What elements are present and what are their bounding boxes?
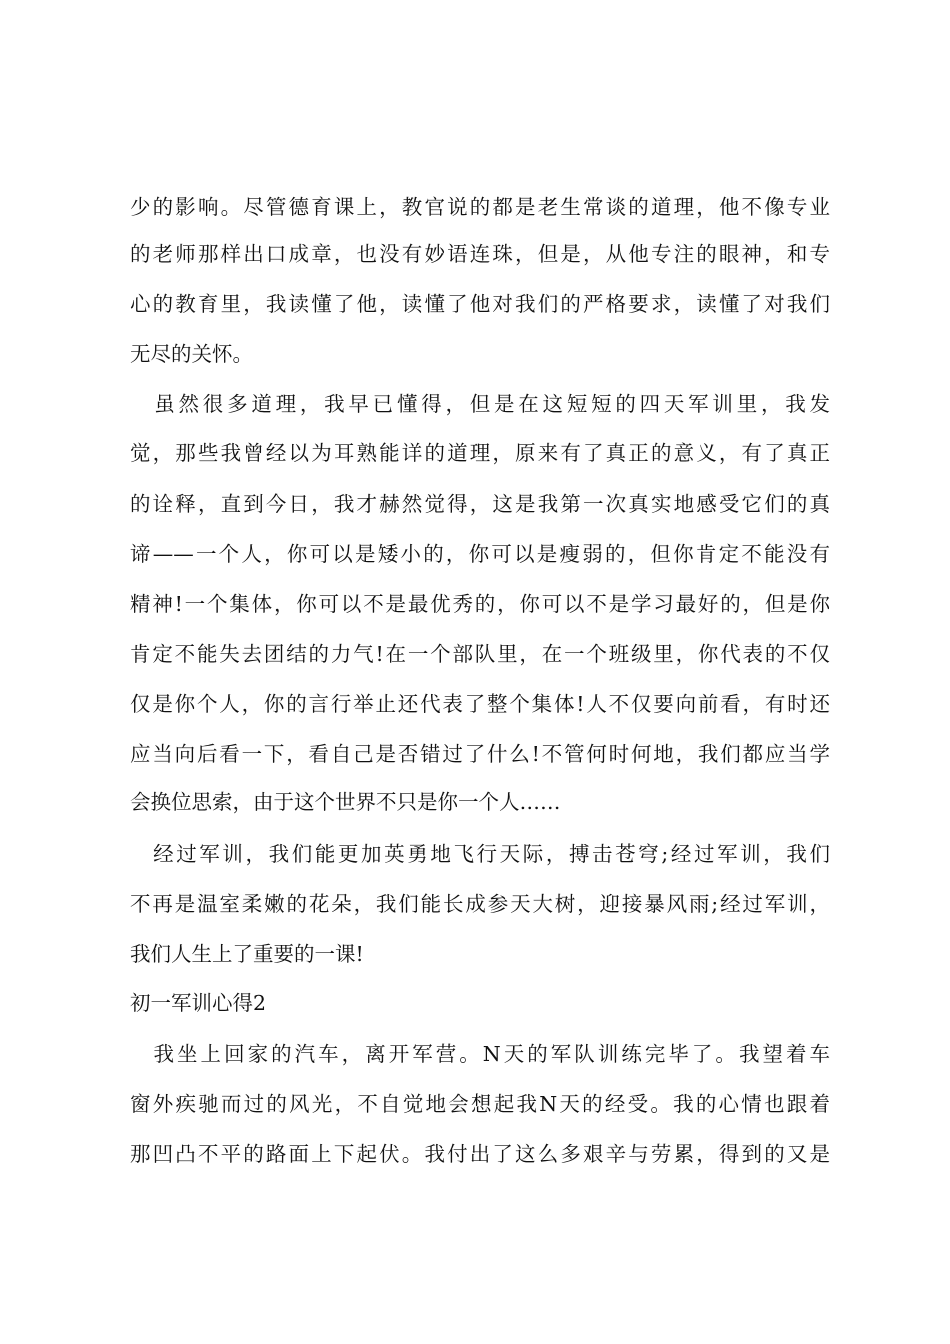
text-line: 我们人生上了重要的一课!	[130, 942, 364, 966]
section-heading: 初一军训心得2	[130, 991, 267, 1015]
text-line: 那凹凸不平的路面上下起伏。我付出了这么多艰辛与劳累，得到的又是	[130, 1142, 830, 1166]
text-line: 心的教育里，我读懂了他，读懂了他对我们的严格要求，读懂了对我们	[130, 292, 830, 316]
text-line: 我坐上回家的汽车，离开军营。N天的军队训练完毕了。我望着车	[130, 1042, 830, 1066]
text-line: 精神!一个集体，你可以不是最优秀的，你可以不是学习最好的，但是你	[130, 592, 830, 616]
text-line: 少的影响。尽管德育课上，教官说的都是老生常谈的道理，他不像专业	[130, 195, 830, 219]
text-line: 的老师那样出口成章，也没有妙语连珠，但是，从他专注的眼神，和专	[130, 242, 830, 266]
text-line: 应当向后看一下，看自己是否错过了什么!不管何时何地，我们都应当学	[130, 742, 830, 766]
text-line: 经过军训，我们能更加英勇地飞行天际，搏击苍穹;经过军训，我们	[130, 842, 830, 866]
text-line: 无尽的关怀。	[130, 342, 253, 366]
text-line: 的诠释，直到今日，我才赫然觉得，这是我第一次真实地感受它们的真	[130, 492, 830, 516]
text-line: 谛——一个人，你可以是矮小的，你可以是瘦弱的，但你肯定不能没有	[130, 542, 830, 566]
text-line: 肯定不能失去团结的力气!在一个部队里，在一个班级里，你代表的不仅	[130, 642, 830, 666]
text-line: 会换位思索，由于这个世界不只是你一个人……	[130, 790, 561, 814]
text-line: 窗外疾驰而过的风光，不自觉地会想起我N天的经受。我的心情也跟着	[130, 1092, 830, 1116]
text-line: 虽然很多道理，我早已懂得，但是在这短短的四天军训里，我发	[130, 392, 830, 416]
text-line: 仅是你个人，你的言行举止还代表了整个集体!人不仅要向前看，有时还	[130, 692, 830, 716]
text-line: 不再是温室柔嫩的花朵，我们能长成参天大树，迎接暴风雨;经过军训，	[130, 892, 830, 916]
text-line: 觉，那些我曾经以为耳熟能详的道理，原来有了真正的意义，有了真正	[130, 441, 830, 465]
